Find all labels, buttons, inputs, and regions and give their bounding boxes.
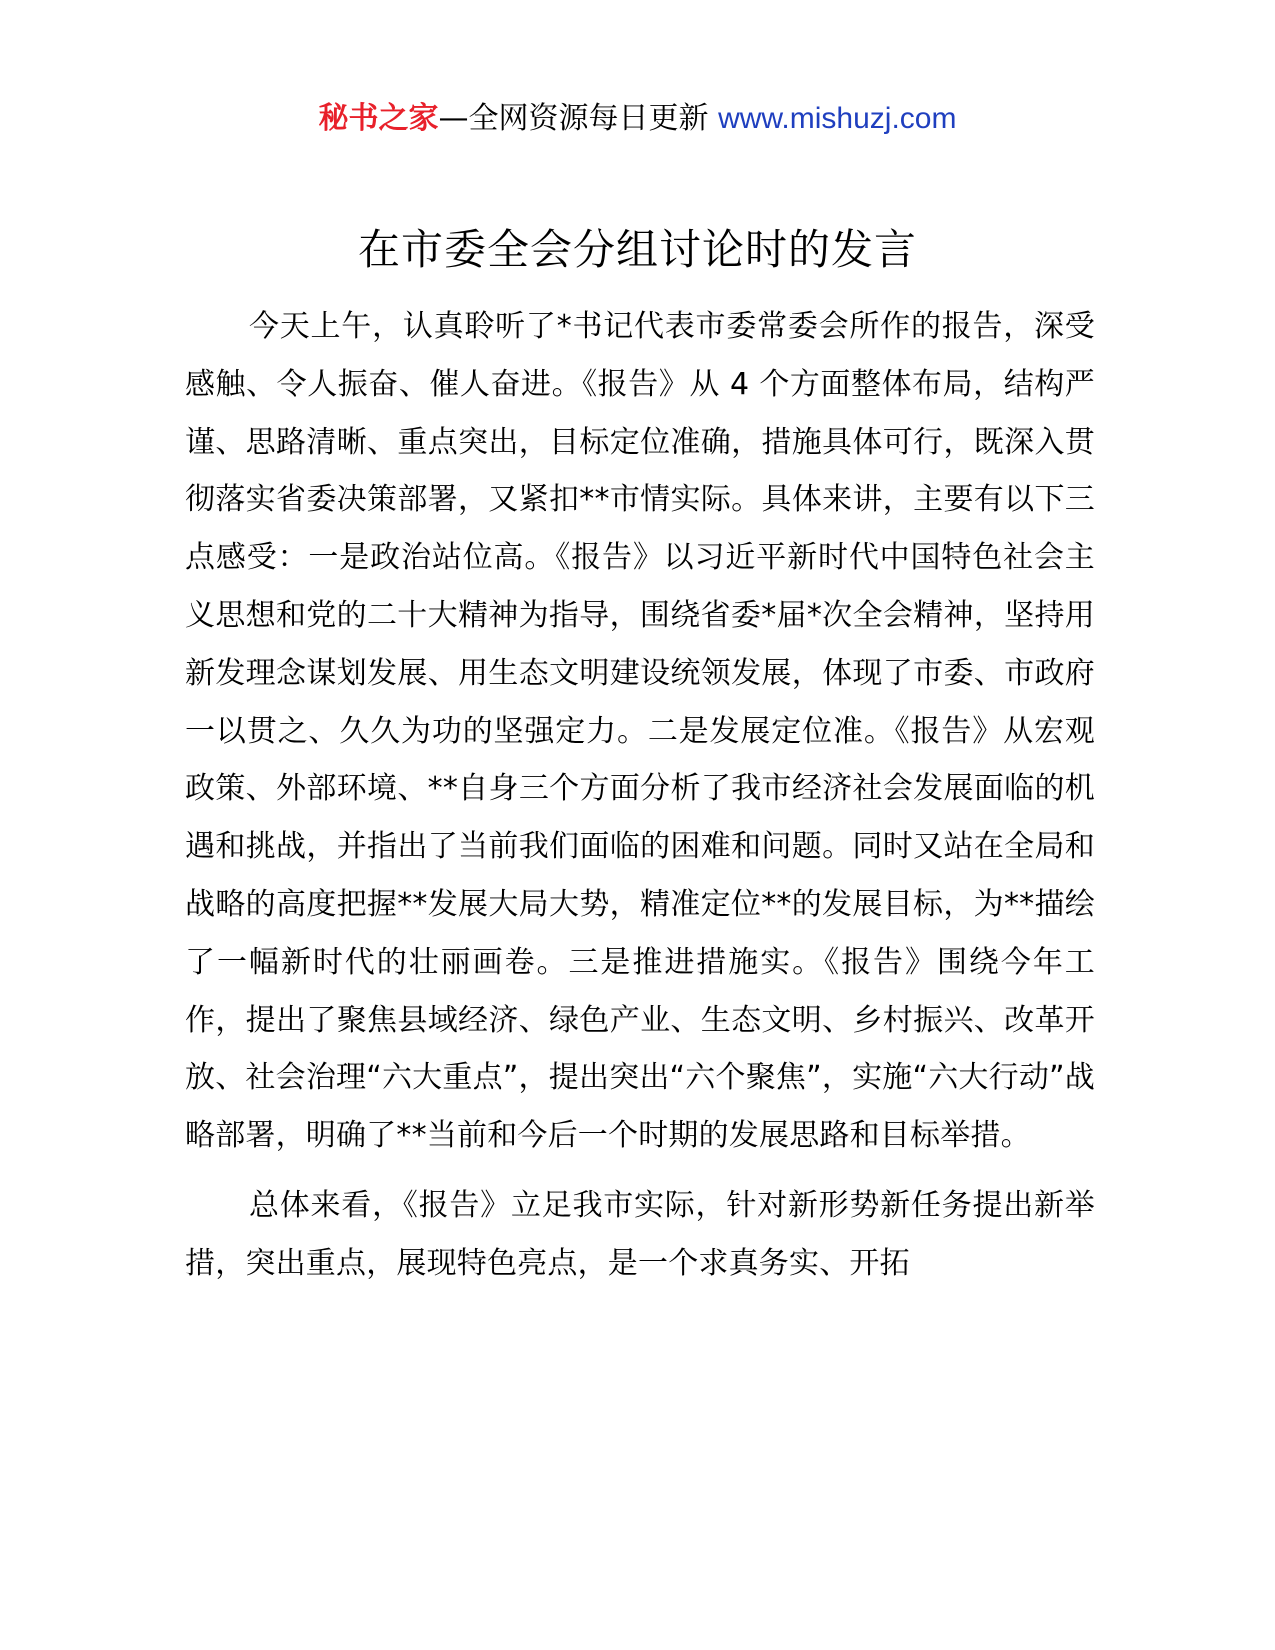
document-body: [185, 298, 1095, 1305]
site-header: [0, 98, 1275, 140]
document-title: 在市委全会分组讨论时的发言: [357, 225, 917, 274]
paragraph: 总体来看，《报告》立足我市实际，针对新形势新任务提出新举措，突出重点，展现特色亮点，是一个求真务实、开拓: [185, 1187, 1095, 1281]
paragraph: 今天上午，认真聆听了*书记代表市委常委会所作的报告，深受感触、令人振奋、催人奋进。《报告》从 4 个方面整体布局，结构严谨、思路清晰、重点突出，目标定位准确，措施具体可行，既深入贯彻落实省委决策部署，又紧扣**市情实际。具体来讲，主要有以下三点感受：一是政治站位高。《报告》以习近平新时代中国特色社会主义思想和党的二十大精神为指导，围绕省委*届*次全会精神，坚持用新发理念谋划发展、用生态文明建设统领发展，体现了市委、市政府一以贯之、久久为功的坚强定力。二是发展定位准。《报告》从宏观政策、外部环境、**自身三个方面分析了我市经济社会发展面临的机遇和挑战，并指出了当前我们面临的困难和问题。同时又站在全局和战略的高度把握**发展大局大势，精准定位**的发展目标，为**描绘了一幅新时代的壮丽画卷。三是推进措施实。《报告》围绕今年工作，提出了聚焦县域经济、绿色产业、生态文明、乡村振兴、改革开放、社会治理“六大重点”，提出突出“六个聚焦”，实施“六大行动”战略部署，明确了**当前和今后一个时期的发展思路和目标举措。: [185, 309, 1095, 1154]
header-slogan: —全网资源每日更新: [438, 101, 719, 136]
site-url-link[interactable]: www.mishuzj.com: [718, 102, 957, 135]
brand-name: 秘书之家: [318, 101, 439, 136]
